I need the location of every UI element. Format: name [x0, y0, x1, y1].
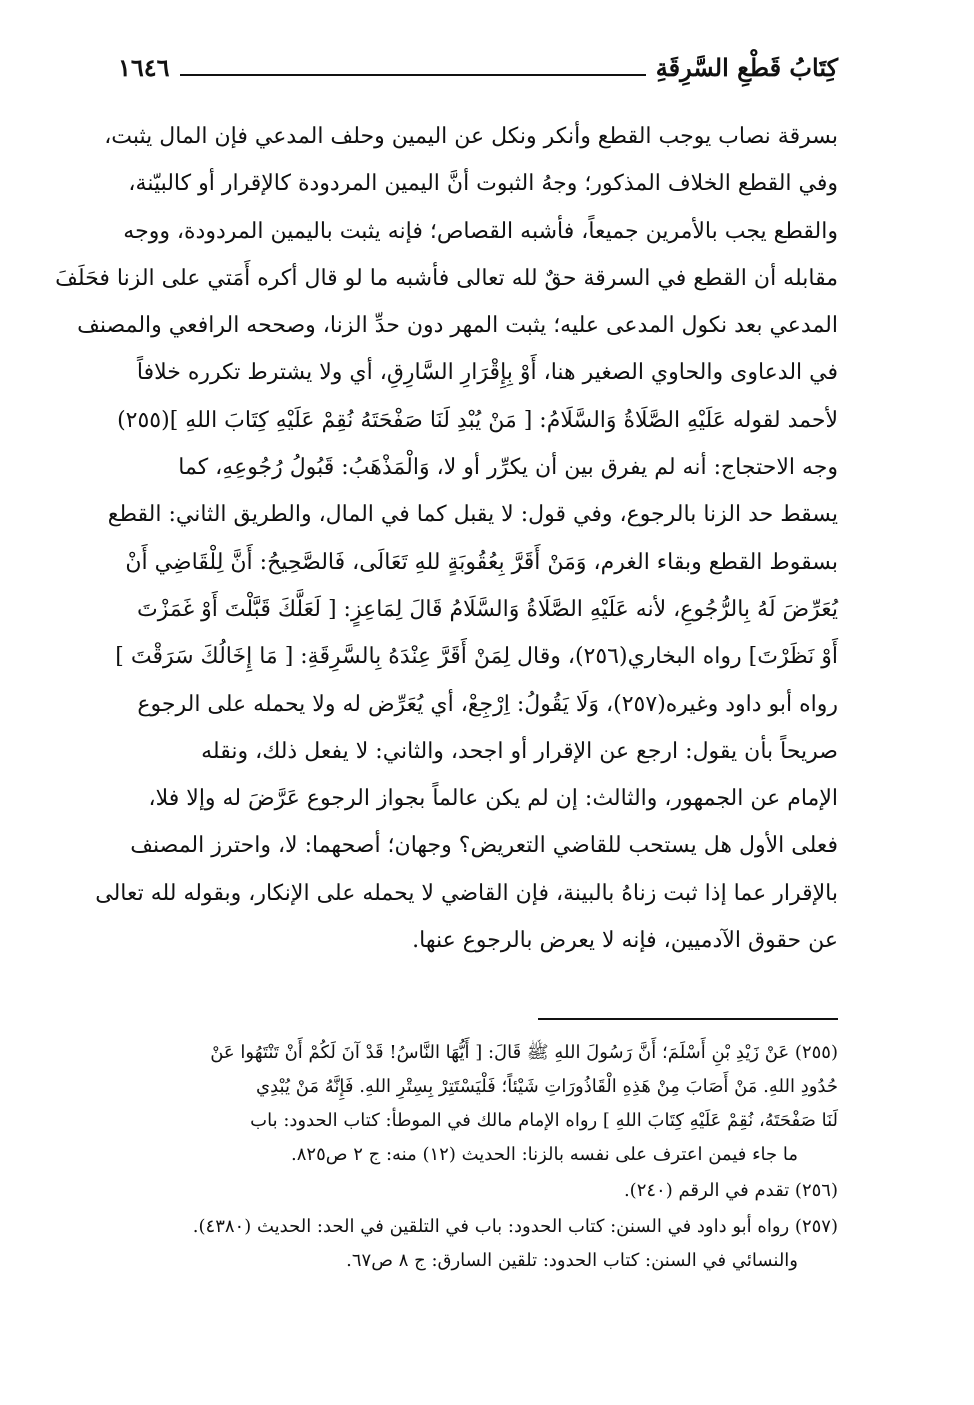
footnote-255-line: لَنَا صَفْحَتَهُ، نُقِمْ عَلَيْهِ كِتَابَ اللهِ ] رواه الإمام مالك في الموطأ: كتاب الحدود: باب	[250, 1110, 838, 1131]
footnote-257-line: والنسائي في السنن: كتاب الحدود: تلقين السارق: ج ٨ ص٦٧.	[346, 1250, 798, 1271]
text-line: يُعَرِّضَ لَهُ بِالرُّجُوعِ، لأنه عَلَيْهِ الصَّلَاةُ وَالسَّلَامُ قَالَ لِمَاعِزٍ: [ لَعَلَّكَ قَبَّلْتَ أَوْ غَمَزْتَ	[137, 596, 838, 622]
footnote-256-line: (٢٥٦) تقدم في الرقم (٢٤٠).	[623, 1180, 838, 1201]
footnotes	[118, 1036, 838, 1278]
header-rule	[180, 74, 646, 76]
text-line: أَوْ نَظَرْتَ] رواه البخاري(٢٥٦)، وقال لِمَنْ أَقَرَّ عِنْدَهُ بِالسَّرِقَةِ: [ مَا إِخَالُكَ سَرَقْتَ ]	[115, 644, 838, 670]
text-line: لأحمد لقوله عَلَيْهِ الصَّلَاةُ وَالسَّلَامُ: [ مَنْ يُبْدِ لَنَا صَفْحَتَهُ نُقِمْ عَلَيْهِ كِتَابَ اللهِ ](٢٥٥)	[117, 407, 838, 433]
footnote-257-line: (٢٥٧) رواه أبو داود في السنن: كتاب الحدود: باب في التلقين في الحد: الحديث (٤٣٨٠).	[192, 1216, 838, 1237]
text-line: بسرقة نصاب يوجب القطع وأنكر ونكل عن اليمين وحلف المدعي فإن المال يثبت،	[104, 124, 838, 149]
footnote-255-line: (٢٥٥) عَنْ زَيْدِ بْنِ أَسْلَمَ؛ أَنَّ رَسُولَ اللهِ ﷺ قَالَ: [ أَيُّهَا النَّاسُ! قَدْ آنَ لَكُمْ أَنْ تَنْتَهُوا عَنْ	[210, 1042, 838, 1063]
text-line: بالإقرار عما إذا ثبت زناهُ بالبينة، فإن القاضي لا يحمله على الإنكار، وبقوله لله تعالى	[95, 880, 838, 906]
running-header	[118, 46, 838, 86]
text-line: الإمام عن الجمهور، والثالث: إن لم يكن عالماً بجواز الرجوع عَرَّضَ له وإلا فلا،	[148, 786, 838, 812]
text-line: في الدعاوى والحاوي الصغير هنا، أَوْ بِإِقْرَارِ السَّارِقِ، أي ولا يشترط تكرره خلافاً	[136, 360, 838, 386]
footnote-255-line: حُدُودِ اللهِ. مَنْ أَصَابَ مِنْ هَذِهِ الْقَاذُورَاتِ شَيْئاً؛ فَلْيَسْتَتِرْ بِسِتْرِ اللهِ. فَإِنَّهُ مَنْ يُبْدِي	[256, 1076, 838, 1097]
text-line: صريحاً بأن يقول: ارجع عن الإقرار أو اجحد، والثاني: لا يفعل ذلك، ونقله	[201, 738, 838, 764]
chapter-title: كِتَابُ قَطْعِ السَّرِقَةِ	[655, 53, 838, 82]
text-line: وفي القطع الخلاف المذكور؛ وجهُ الثبوت أنَّ اليمين المردودة كالإقرار أو كالبيّنة،	[128, 171, 838, 197]
text-line: رواه أبو داود وغيره(٢٥٧)، وَلَا يَقُولُ: اِرْجِعْ، أي يُعَرِّض له ولا يحمله على الرجوع	[137, 691, 838, 717]
footnote-separator	[538, 1018, 838, 1020]
text-line: عن حقوق الآدميين، فإنه لا يعرض بالرجوع عنها.	[412, 928, 838, 954]
page-number: ١٦٤٦	[118, 53, 170, 82]
main-text	[55, 113, 838, 964]
text-line: وجه الاحتجاج: أنه لم يفرق بين أن يكرِّر أو لا، وَالْمَذْهَبُ: قَبُولُ رُجُوعِهِ، كما	[178, 455, 838, 481]
text-line: يسقط حد الزنا بالرجوع، وفي قول: لا يقبل كما في المال، والطريق الثاني: القطع	[107, 502, 838, 528]
text-line: المدعي بعد نكول المدعى عليه؛ يثبت المهر دون حدِّ الزنا، وصححه الرافعي والمصنف	[77, 313, 838, 339]
text-line: بسقوط القطع وبقاء الغرم، وَمَنْ أَقَرَّ بِعُقُوبَةٍ للهِ تَعَالَى، فَالصَّحِيحُ: أَنَّ لِلْقَاضِي أَنْ	[125, 549, 838, 575]
text-line: فعلى الأول هل يستحب للقاضي التعريض؟ وجهان؛ أصحهما: لا، واحترز المصنف	[130, 833, 838, 859]
footnote-255-line: ما جاء فيمن اعترف على نفسه بالزنا: الحديث (١٢) منه: ج ٢ ص٨٢٥.	[291, 1144, 798, 1165]
text-line: والقطع يجب بالأمرين جميعاً، فأشبه القصاص؛ فإنه يثبت باليمين المردودة، ووجه	[123, 218, 838, 244]
text-line: مقابله أن القطع في السرقة حقٌ لله تعالى فأشبه ما لو قال أكره أَمَتي على الزنا فحَلَفَ	[55, 265, 838, 291]
